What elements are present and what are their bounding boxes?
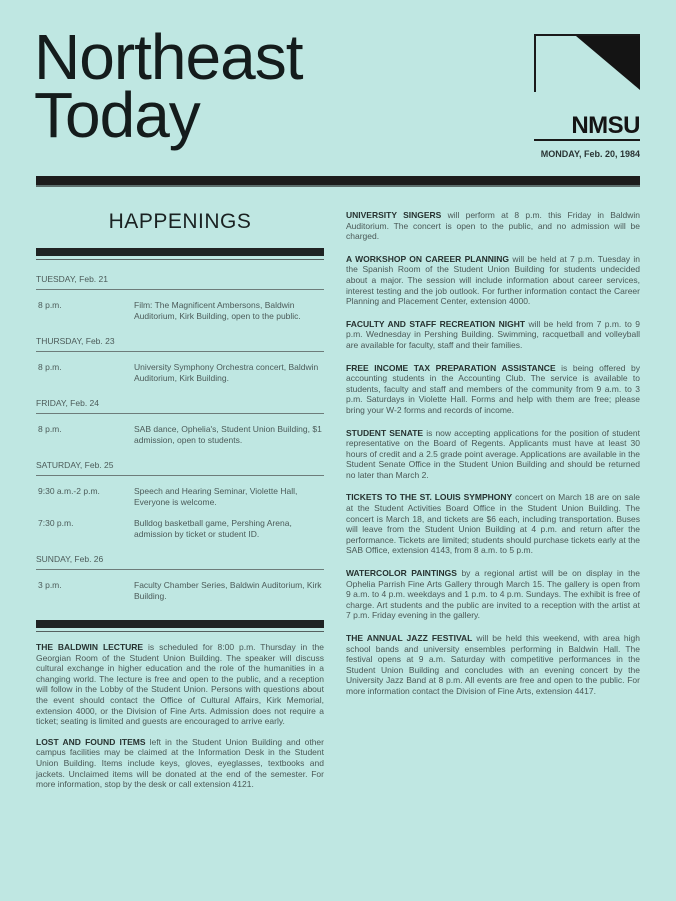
- article-lead: STUDENT SENATE: [346, 427, 424, 438]
- schedule-day-rule: [36, 351, 324, 352]
- masthead-title-line2: Today: [34, 79, 200, 151]
- article: [36, 642, 324, 727]
- schedule-divider-thin: [36, 631, 324, 632]
- logo-rule: [534, 139, 640, 141]
- article-lead: THE ANNUAL JAZZ FESTIVAL: [346, 633, 473, 643]
- article-body: is being offered by accounting students in the Accounting Club. The service is available to students, faculty and staff and members of the community from 9 a.m. to 3 p.m. Saturdays in Violette Hall. Forms and help with them are free; please bring your W-2 forms and records of income.: [346, 362, 640, 415]
- article-lead: THE BALDWIN LECTURE: [36, 642, 144, 652]
- article: [346, 319, 640, 351]
- article: [346, 428, 640, 481]
- schedule-time: 7:30 p.m.: [38, 518, 74, 528]
- article-lead: FACULTY AND STAFF RECREATION NIGHT: [346, 318, 526, 329]
- article-body: left in the Student Union Building and other campus facilities may be claimed at the Information Desk in the Student Union Building. Items include keys, gloves, eyeglasses, textbooks and jackets. Unclaimed items will be donated at the end of the semester. For more information, stop by the desk or call extension 4121.: [36, 736, 324, 790]
- schedule-day: THURSDAY, Feb. 23: [36, 336, 115, 346]
- schedule-time: 8 p.m.: [38, 300, 62, 310]
- schedule-event: Speech and Hearing Seminar, Violette Hall, Everyone is welcome.: [134, 486, 298, 507]
- article: [346, 568, 640, 621]
- article: [346, 363, 640, 416]
- schedule-time: 9:30 a.m.-2 p.m.: [38, 486, 100, 496]
- schedule-day-rule: [36, 289, 324, 290]
- schedule-day-rule: [36, 475, 324, 476]
- schedule-row: [36, 300, 324, 322]
- article: [346, 254, 640, 307]
- section-divider-thin: [36, 259, 324, 260]
- article-body: will be held at 7 p.m. Tuesday in the Spanish Room of the Student Union Building for students undecided about a major. The session will include information about career services, interest testing and the job outlook. For further information contact the Career Planning and Placement Center, extension 4000.: [346, 253, 640, 307]
- schedule-day: FRIDAY, Feb. 24: [36, 398, 99, 408]
- article-lead: LOST AND FOUND ITEMS: [36, 736, 146, 747]
- schedule-day: SUNDAY, Feb. 26: [36, 554, 104, 564]
- right-column: [346, 206, 640, 705]
- schedule: [36, 274, 324, 602]
- schedule-day-rule: [36, 413, 324, 414]
- schedule-day-rule: [36, 569, 324, 570]
- article-body: will perform at 8 p.m. this Friday in Baldwin Auditorium. The concert is open to the public, and no admission will be charged.: [346, 210, 640, 242]
- schedule-row: [36, 424, 324, 446]
- section-divider: [36, 248, 324, 256]
- schedule-event: Faculty Chamber Series, Baldwin Auditorium, Kirk Building.: [134, 580, 322, 601]
- logo-triangle-icon: [576, 36, 640, 90]
- article: [346, 210, 640, 242]
- schedule-event: SAB dance, Ophelia's, Student Union Building, $1 admission, open to students.: [134, 424, 322, 445]
- masthead-divider: [36, 176, 640, 187]
- article: [346, 633, 640, 697]
- article-lead: TICKETS TO THE ST. LOUIS SYMPHONY: [346, 492, 513, 503]
- article: [346, 492, 640, 556]
- article-lead: A WORKSHOP ON CAREER PLANNING: [346, 253, 509, 264]
- article-lead: FREE INCOME TAX PREPARATION ASSISTANCE: [346, 362, 556, 373]
- logo-text: NMSU: [571, 112, 640, 139]
- article-lead: UNIVERSITY SINGERS: [346, 210, 442, 220]
- article-body: is now accepting applications for the position of student representative on the Board of Regents. Applicants must have at least 30 hours of credit and a 2.5 grade point average. Applications are available in the Student Senate Office in the Student Union Building and should be returned no later than March 2.: [346, 427, 640, 480]
- logo-graphic: [534, 34, 640, 92]
- schedule-day: TUESDAY, Feb. 21: [36, 274, 108, 284]
- schedule-day: SATURDAY, Feb. 25: [36, 460, 114, 470]
- schedule-event: Bulldog basketball game, Pershing Arena, admission by ticket or student ID.: [134, 518, 292, 539]
- issue-date: MONDAY, Feb. 20, 1984: [540, 149, 640, 159]
- left-column: [36, 196, 324, 798]
- schedule-row: [36, 486, 324, 508]
- article: [36, 737, 324, 790]
- article-body: will be held this weekend, with area high school bands and university ensembles performing in Baldwin Hall. The festival opens at 9 a.m. Saturday with competitive performances in the Student Union Building and concludes with an evening concert by the University Jazz Band at 8 p.m. All events are free and open to the public. For more information contact the Division of Fine Arts, extension 4417.: [346, 633, 640, 696]
- article-body: by a regional artist will be on display in the Ophelia Parrish Fine Arts Gallery through March 15. The gallery is open from 9 a.m. to 4 p.m. weekdays and 1 p.m. to 4 p.m. Sundays. The exhibit is free of charge. Art students and the public are invited to a reception with the artist at 7 p.m. Friday evening in the gallery.: [346, 568, 640, 621]
- schedule-divider: [36, 620, 324, 628]
- article-body: concert on March 18 are on sale at the Student Activities Board Office in the Student Union Building. The concert is March 18, and tickets are $6 each, including transportation. Buses will leave from the Student Union Building at 4 p.m. and return after the performance. Tickets are limited; students should purchase tickets early at the SAB Office, extension 4143, from 8 a.m. to 5 p.m.: [346, 492, 640, 556]
- schedule-row: [36, 518, 324, 540]
- schedule-time: 3 p.m.: [38, 580, 62, 590]
- schedule-time: 8 p.m.: [38, 424, 62, 434]
- schedule-event: University Symphony Orchestra concert, Baldwin Auditorium, Kirk Building.: [134, 362, 319, 383]
- article-body: will be held from 7 p.m. to 9 p.m. Wednesday in Pershing Building. Swimming, racquetball and volleyball are available for faculty, staff and their families.: [346, 318, 640, 350]
- schedule-row: [36, 580, 324, 602]
- schedule-event: Film: The Magnificent Ambersons, Baldwin Auditorium, Kirk Building, open to the public.: [134, 300, 301, 321]
- schedule-time: 8 p.m.: [38, 362, 62, 372]
- masthead-title: [34, 21, 364, 151]
- article-lead: WATERCOLOR PAINTINGS: [346, 568, 457, 579]
- article-body: is scheduled for 8:00 p.m. Thursday in the Georgian Room of the Student Union Building. The speaker will discuss cultural exchange in higher education and the role of the humanities in a changing world. The lecture is free and open to the public, and a reception will follow in the Lobby of the Student Union. Persons with questions about the event should contact the Office of Cultural Affairs, Kirk Memorial, extension 4000, or the Division of Fine Arts. Admission does not require a ticket; seating is limited and guests are encouraged to arrive early.: [36, 642, 324, 727]
- section-title: HAPPENINGS: [108, 210, 252, 233]
- schedule-row: [36, 362, 324, 384]
- masthead-title-line1: Northeast: [34, 21, 303, 93]
